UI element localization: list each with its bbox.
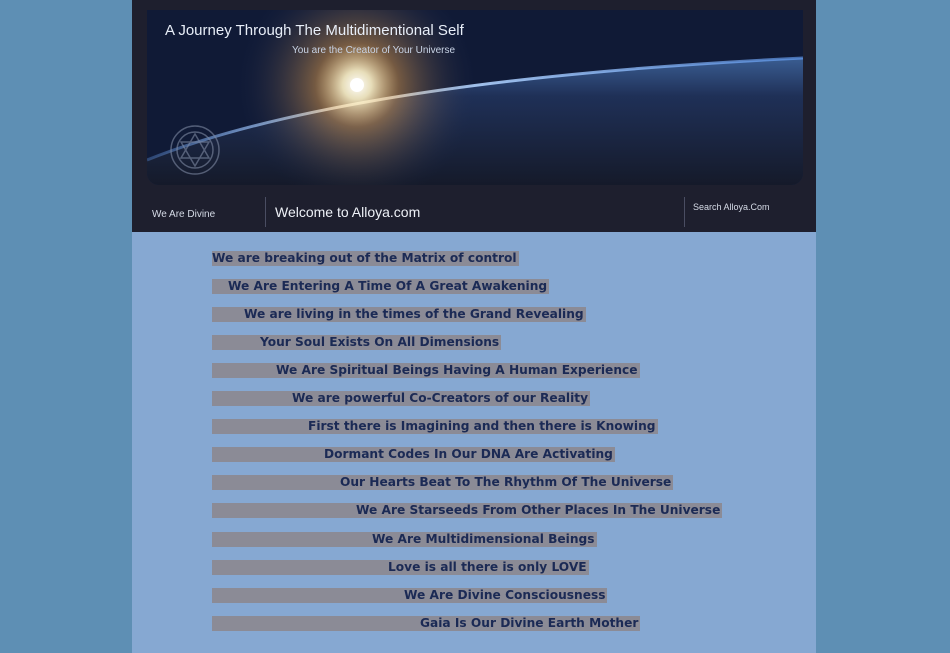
affirmation-line: First there is Imagining and then there is Knowing — [212, 419, 658, 434]
affirmation-line: We Are Spiritual Beings Having A Human Experience — [212, 363, 640, 378]
affirmation-line: We are breaking out of the Matrix of control — [212, 251, 517, 265]
affirmation-line: We Are Multidimensional Beings — [212, 532, 597, 547]
affirmation-line: We are living in the times of the Grand Revealing — [212, 307, 586, 322]
affirmation-line: We are powerful Co-Creators of our Reality — [212, 391, 590, 406]
search-link[interactable]: Search Alloya.Com — [693, 202, 770, 212]
affirmation-line: Your Soul Exists On All Dimensions — [212, 335, 501, 350]
page-container — [132, 0, 816, 653]
site-header — [132, 0, 816, 232]
nav-divider — [684, 197, 685, 227]
header-banner — [147, 10, 803, 185]
affirmation-line: Gaia Is Our Divine Earth Mother — [212, 616, 640, 631]
affirmation-line: We Are Entering A Time Of A Great Awakening — [212, 279, 549, 294]
welcome-heading: Welcome to Alloya.com — [275, 204, 421, 220]
affirmation-line: Our Hearts Beat To The Rhythm Of The Universe — [212, 475, 673, 490]
nav-bar — [132, 195, 816, 232]
nav-divider — [265, 197, 266, 227]
nav-link-we-are-divine[interactable]: We Are Divine — [152, 209, 216, 220]
affirmation-line: We Are Starseeds From Other Places In The Universe — [212, 503, 722, 518]
affirmation-line: Dormant Codes In Our DNA Are Activating — [212, 447, 615, 462]
affirmation-line: Love is all there is only LOVE — [212, 560, 589, 575]
site-title: A Journey Through The Multidimentional Self — [165, 22, 464, 39]
affirmation-line: We Are Divine Consciousness — [212, 588, 607, 603]
site-tagline: You are the Creator of Your Universe — [292, 45, 456, 56]
